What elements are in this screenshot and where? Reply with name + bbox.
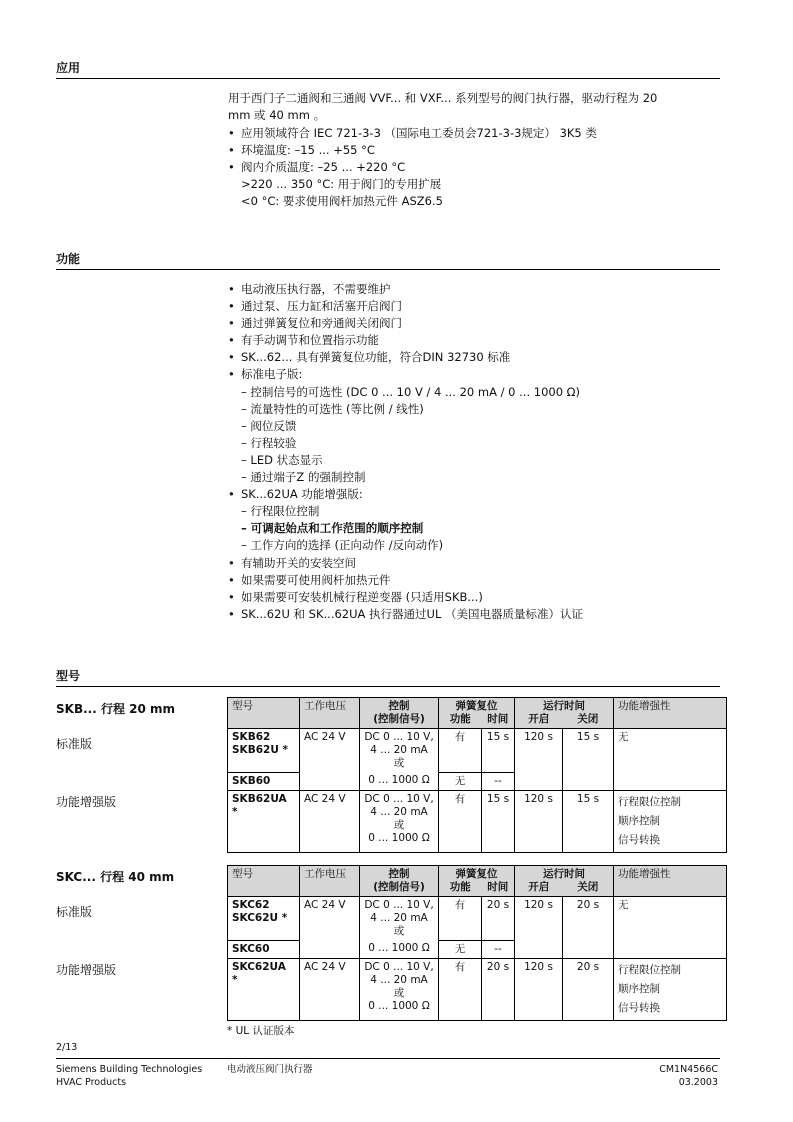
intro-line: 用于西门子二通阀和三通阀 VVF... 和 VXF... 系列型号的阀门执行器，驱动行程为 20: [228, 91, 658, 105]
footer-company: [56, 1064, 202, 1089]
division-name: HVAC Products: [56, 1076, 127, 1088]
cell-close: 20 s: [563, 958, 614, 1020]
application-intro: [228, 90, 708, 124]
skb-heading: SKB... 行程 20 mm: [56, 702, 176, 716]
ctrl-line: DC 0 ... 10 V,: [364, 792, 434, 805]
cell-spring: 有: [439, 897, 482, 941]
th-voltage: 工作电压: [300, 698, 360, 729]
cell-control: [360, 897, 439, 941]
skc-standard-label: 标准版: [56, 905, 93, 919]
th-control: [360, 698, 439, 729]
list-item: • 有手动调节和位置指示功能: [228, 332, 583, 349]
ctrl-line: 或: [393, 757, 405, 769]
th-open: 开启: [515, 881, 563, 897]
list-item: • 通过泵、压力缸和活塞开启阀门: [228, 298, 583, 315]
enh-line: 顺序控制: [618, 814, 660, 827]
cell-model: SKC62UA *: [228, 958, 300, 1020]
ctrl-line: 0 ... 1000 Ω: [368, 831, 430, 844]
cell-voltage: AC 24 V: [300, 729, 360, 791]
section-divider: [56, 269, 720, 270]
ctrl-line: DC 0 ... 10 V,: [364, 731, 434, 743]
list-item: – 行程限位控制: [241, 504, 320, 519]
th-spring-fn: 功能: [439, 713, 482, 729]
cell-enh: [614, 790, 727, 852]
list-item: – 工作方向的选择 (正向动作 /反向动作): [241, 538, 444, 553]
enh-line: 顺序控制: [618, 982, 660, 995]
intro-line: mm 或 40 mm 。: [228, 108, 326, 122]
ctrl-line: DC 0 ... 10 V,: [364, 899, 434, 911]
cell-close: 15 s: [563, 790, 614, 852]
skb-standard-label: 标准版: [56, 737, 93, 751]
cell-close: 20 s: [563, 897, 614, 959]
doc-number: CM1N4566C: [659, 1064, 718, 1075]
table-row: [228, 897, 727, 941]
page-number: 2/13: [56, 1042, 78, 1053]
list-item: • SK...62... 具有弹簧复位功能，符合DIN 32730 标准: [228, 349, 583, 366]
section-title-application: 应用: [56, 61, 81, 75]
cell-spring: 无: [439, 772, 482, 790]
list-item: – 阀位反馈: [241, 418, 297, 433]
model-code: SKC62: [232, 899, 270, 911]
application-list: [228, 125, 597, 210]
skc-enhanced-label: 功能增强版: [56, 963, 117, 977]
cell-open: 120 s: [515, 958, 563, 1020]
list-item: • SK...62U 和 SK...62UA 执行器通过UL （美国电器质量标准）认证: [228, 606, 583, 623]
th-runtime: 运行时间: [515, 866, 614, 882]
th-enh: 功能增强性: [614, 698, 727, 729]
th-open: 开启: [515, 713, 563, 729]
model-code: SKC62U *: [232, 912, 288, 924]
cell-spring-time: 15 s: [482, 729, 515, 773]
enh-line: 行程限位控制: [618, 963, 681, 976]
list-item: • 有辅助开关的安装空间: [228, 555, 583, 572]
skb-model-table: [227, 697, 727, 853]
cell-spring-time: --: [482, 772, 515, 790]
cell-model: SKB60: [228, 772, 300, 790]
ctrl-line: 4 ... 20 mA: [370, 912, 428, 924]
list-item: • 标准电子版:: [228, 366, 583, 383]
th-model: 型号: [228, 866, 300, 897]
list-item: – 可调起始点和工作范围的顺序控制: [241, 521, 424, 536]
cell-spring-time: 20 s: [482, 897, 515, 941]
cell-control: [360, 729, 439, 773]
cell-model: [228, 729, 300, 773]
ctrl-line: 或: [393, 986, 405, 999]
footer-doc-info: [659, 1064, 718, 1089]
skc-model-table: [227, 865, 727, 1021]
th-close: 关闭: [563, 713, 614, 729]
list-item: • 通过弹簧复位和旁通阀关闭阀门: [228, 315, 583, 332]
ctrl-line: 或: [393, 925, 405, 937]
model-code: SKB62: [232, 731, 271, 743]
th-close: 关闭: [563, 881, 614, 897]
section-title-function: 功能: [56, 252, 81, 266]
cell-enh: [614, 958, 727, 1020]
cell-voltage: AC 24 V: [300, 790, 360, 852]
cell-control: 0 ... 1000 Ω: [360, 940, 439, 958]
ctrl-line: 4 ... 20 mA: [370, 973, 428, 986]
cell-spring-time: 15 s: [482, 790, 515, 852]
th-enh: 功能增强性: [614, 866, 727, 897]
cell-enh: 无: [614, 897, 727, 959]
th-spring-fn: 功能: [439, 881, 482, 897]
cell-spring: 无: [439, 940, 482, 958]
footer-doc-title: 电动液压阀门执行器: [227, 1064, 313, 1075]
cell-model: SKB62UA *: [228, 790, 300, 852]
ctrl-line: 或: [393, 818, 405, 831]
table-row: [228, 958, 727, 1020]
cell-control: [360, 790, 439, 852]
list-item: • 如果需要可安装机械行程逆变器 (只适用SKB...): [228, 589, 583, 606]
enh-line: 信号转换: [618, 1001, 660, 1014]
table-header-row: [228, 866, 727, 882]
th-spring-time: 时间: [482, 881, 515, 897]
cell-spring: 有: [439, 790, 482, 852]
cell-open: 120 s: [515, 729, 563, 791]
list-item: – 通过端子Z 的强制控制: [241, 470, 366, 485]
list-item: • 环境温度: –15 ... +55 °C: [228, 142, 597, 159]
cell-model: SKC60: [228, 940, 300, 958]
th-runtime: 运行时间: [515, 698, 614, 714]
cell-spring: 有: [439, 958, 482, 1020]
table-header-row: [228, 698, 727, 714]
th-control: [360, 866, 439, 897]
cell-spring-time: 20 s: [482, 958, 515, 1020]
enh-line: 信号转换: [618, 833, 660, 846]
section-divider: [56, 78, 720, 79]
list-item: • 电动液压执行器，不需要维护: [228, 281, 583, 298]
model-code: SKB62U *: [232, 744, 288, 756]
th-spring-time: 时间: [482, 713, 515, 729]
list-item: – 控制信号的可选性 (DC 0 ... 10 V / 4 ... 20 mA / 0 ... 1000 Ω): [241, 384, 580, 399]
cell-spring: 有: [439, 729, 482, 773]
list-item: – 流量特性的可选性 (等比例 / 线性): [241, 401, 424, 416]
doc-date: 03.2003: [678, 1076, 718, 1088]
th-control-label: 控制: [388, 700, 410, 712]
table-row: [228, 790, 727, 852]
list-item: – 行程较验: [241, 435, 297, 450]
enh-line: 行程限位控制: [618, 795, 681, 808]
list-item: • 阀内介质温度: –25 ... +220 °C: [228, 159, 597, 176]
cell-voltage: AC 24 V: [300, 897, 360, 959]
cell-spring-time: --: [482, 940, 515, 958]
ctrl-line: 4 ... 20 mA: [370, 805, 428, 818]
cell-control: 0 ... 1000 Ω: [360, 772, 439, 790]
company-name: Siemens Building Technologies: [56, 1064, 203, 1075]
cell-enh: 无: [614, 729, 727, 791]
list-item: • 应用领域符合 IEC 721-3-3 （国际电工委员会721-3-3规定） 3K5 类: [228, 125, 597, 142]
list-item: – LED 状态显示: [241, 452, 323, 467]
list-item: >220 ... 350 °C: 用于阀门的专用扩展: [241, 177, 442, 192]
th-control-label: 控制: [388, 868, 410, 880]
list-item: • 如果需要可使用阀杆加热元件: [228, 572, 583, 589]
list-item: • SK...62UA 功能增强版:: [228, 486, 583, 503]
cell-model: [228, 897, 300, 941]
cell-voltage: AC 24 V: [300, 958, 360, 1020]
th-spring: 弹簧复位: [439, 698, 515, 714]
th-control-sub: (控制信号): [373, 713, 425, 725]
ul-footnote: * UL 认证版本: [227, 1025, 295, 1037]
table-row: [228, 729, 727, 773]
skb-enhanced-label: 功能增强版: [56, 795, 117, 809]
ctrl-line: DC 0 ... 10 V,: [364, 960, 434, 973]
section-divider: [56, 686, 720, 687]
footer-divider: [56, 1058, 720, 1059]
ctrl-line: 4 ... 20 mA: [370, 744, 428, 756]
th-control-sub: (控制信号): [373, 881, 425, 893]
ctrl-line: 0 ... 1000 Ω: [368, 999, 430, 1012]
th-spring: 弹簧复位: [439, 866, 515, 882]
th-model: 型号: [228, 698, 300, 729]
th-voltage: 工作电压: [300, 866, 360, 897]
skc-heading: SKC... 行程 40 mm: [56, 870, 175, 884]
cell-open: 120 s: [515, 790, 563, 852]
function-list: [228, 281, 583, 623]
cell-close: 15 s: [563, 729, 614, 791]
list-item: <0 °C: 要求使用阀杆加热元件 ASZ6.5: [241, 194, 443, 209]
cell-control: [360, 958, 439, 1020]
section-title-models: 型号: [56, 669, 81, 683]
cell-open: 120 s: [515, 897, 563, 959]
